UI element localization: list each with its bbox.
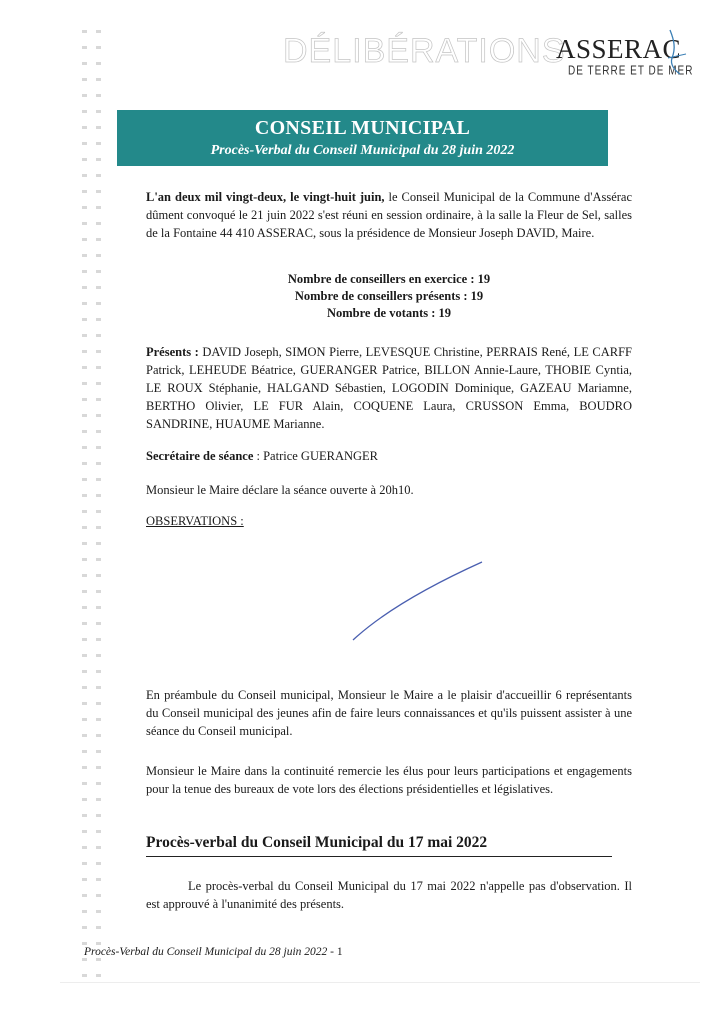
punch-mark: [96, 238, 101, 241]
punch-mark: [96, 398, 101, 401]
punch-mark: [82, 494, 87, 497]
punch-mark: [96, 190, 101, 193]
punch-mark: [82, 446, 87, 449]
punch-mark: [82, 94, 87, 97]
secretary-value: : Patrice GUERANGER: [253, 449, 379, 463]
preamble-paragraph: En préambule du Conseil municipal, Monsieur le Maire a le plaisir d'accueillir 6 représentants du Conseil municipal des jeunes afin de faire leurs connaissances et qu'ils puissent assister à une séance du Conseil municipal.: [146, 688, 632, 738]
punch-mark: [82, 270, 87, 273]
punch-mark: [96, 382, 101, 385]
punch-mark: [82, 286, 87, 289]
punch-mark: [96, 718, 101, 721]
punch-mark: [96, 142, 101, 145]
punch-mark: [96, 846, 101, 849]
punch-mark: [96, 590, 101, 593]
punch-mark: [82, 894, 87, 897]
punch-mark: [82, 638, 87, 641]
punch-mark: [82, 174, 87, 177]
punch-mark: [96, 942, 101, 945]
punch-mark: [82, 414, 87, 417]
punch-mark: [82, 46, 87, 49]
punch-mark: [96, 430, 101, 433]
council-banner: [117, 110, 608, 166]
punch-mark: [96, 830, 101, 833]
punch-mark: [96, 494, 101, 497]
punch-mark: [82, 878, 87, 881]
punch-mark: [82, 158, 87, 161]
punch-mark: [82, 110, 87, 113]
punch-mark: [82, 654, 87, 657]
observations-heading: [146, 512, 632, 530]
punch-mark: [82, 702, 87, 705]
asserac-logo-mark-icon: [664, 28, 694, 78]
punch-mark: [96, 254, 101, 257]
punch-mark: [82, 622, 87, 625]
punch-mark: [82, 974, 87, 977]
banner-title: CONSEIL MUNICIPAL: [254, 117, 471, 139]
punch-mark: [82, 798, 87, 801]
punch-mark: [82, 846, 87, 849]
punch-mark: [96, 734, 101, 737]
presents-paragraph: [146, 343, 632, 433]
punch-mark: [96, 670, 101, 673]
punch-mark: [82, 766, 87, 769]
punch-mark: [82, 718, 87, 721]
secretary-line: [146, 447, 632, 465]
punch-mark: [82, 958, 87, 961]
punch-mark: [96, 574, 101, 577]
punch-mark: [96, 318, 101, 321]
punch-mark: [82, 254, 87, 257]
deliberations-watermark: DÉLIBÉRATIONS: [283, 32, 566, 70]
punch-mark: [96, 766, 101, 769]
punch-mark: [96, 798, 101, 801]
punch-mark: [96, 814, 101, 817]
footer-text: Procès-Verbal du Conseil Municipal du 28 juin 2022 -: [84, 946, 334, 958]
punch-mark: [82, 366, 87, 369]
punch-mark: [96, 958, 101, 961]
punch-mark: [96, 110, 101, 113]
count-line-votants: Nombre de votants : 19: [326, 306, 452, 320]
punch-mark: [82, 350, 87, 353]
observations-label: OBSERVATIONS :: [146, 514, 244, 528]
initials-signature: [350, 560, 490, 645]
punch-mark: [96, 302, 101, 305]
punch-mark: [96, 62, 101, 65]
punch-mark: [96, 478, 101, 481]
punch-mark: [96, 702, 101, 705]
punch-mark: [82, 398, 87, 401]
punch-mark: [82, 526, 87, 529]
punch-mark: [82, 222, 87, 225]
punch-mark: [96, 206, 101, 209]
punch-mark: [96, 174, 101, 177]
punch-mark: [96, 686, 101, 689]
section-title-pv-17-mai: Procès-verbal du Conseil Municipal du 17 mai 2022: [146, 834, 612, 857]
punch-mark: [82, 238, 87, 241]
punch-mark: [82, 126, 87, 129]
punch-mark: [82, 862, 87, 865]
punch-mark: [96, 270, 101, 273]
punch-mark: [96, 782, 101, 785]
punch-mark: [82, 926, 87, 929]
presents-label: Présents :: [146, 345, 199, 359]
punch-mark: [82, 78, 87, 81]
asserac-logo-tagline: DE TERRE ET DE MER: [568, 64, 694, 79]
punch-mark: [96, 862, 101, 865]
punch-mark: [96, 78, 101, 81]
intro-text: le Conseil Municipal de la Commune d'Assérac dûment convoqué le 21 juin 2022 s'est réuni en session ordinaire, à la salle la Fleur de Sel, salles de la Fontaine 44 410 ASSERAC, sous la présidence de Monsieur Joseph DAVID, Maire.: [146, 190, 633, 240]
punch-mark: [96, 510, 101, 513]
punch-mark: [82, 318, 87, 321]
punch-mark: [82, 606, 87, 609]
punch-mark: [82, 62, 87, 65]
punch-mark: [82, 542, 87, 545]
punch-mark: [82, 574, 87, 577]
punch-mark: [96, 94, 101, 97]
punch-mark: [82, 190, 87, 193]
punch-mark: [96, 606, 101, 609]
punch-mark: [96, 46, 101, 49]
punch-mark: [82, 942, 87, 945]
count-line-exercice: Nombre de conseillers en exercice : 19: [287, 272, 491, 286]
punch-mark: [82, 686, 87, 689]
punch-mark: [82, 670, 87, 673]
punch-mark: [96, 462, 101, 465]
punch-mark: [96, 526, 101, 529]
punch-mark: [82, 462, 87, 465]
punch-mark: [82, 478, 87, 481]
punch-mark: [96, 366, 101, 369]
punch-mark: [96, 654, 101, 657]
punch-mark: [96, 878, 101, 881]
asserac-logo-name: ASSERAC: [556, 34, 682, 64]
punch-mark: [96, 542, 101, 545]
punch-mark: [82, 430, 87, 433]
punch-mark: [82, 334, 87, 337]
punch-mark: [82, 590, 87, 593]
punch-mark: [82, 302, 87, 305]
page-number: 1: [336, 946, 343, 958]
punch-mark: [96, 222, 101, 225]
punch-mark: [82, 782, 87, 785]
thanks-paragraph: Monsieur le Maire dans la continuité remercie les élus pour leurs participations et engagements pour la tenue des bureaux de vote lors des élections présidentielles et législatives.: [146, 764, 632, 796]
punch-mark: [82, 910, 87, 913]
punch-mark: [82, 558, 87, 561]
margin-punch-marks: [82, 30, 112, 990]
punch-mark: [96, 414, 101, 417]
punch-mark: [96, 126, 101, 129]
punch-mark: [96, 558, 101, 561]
punch-mark: [96, 286, 101, 289]
scan-artifact-line: [60, 982, 700, 983]
punch-mark: [96, 750, 101, 753]
punch-mark: [82, 510, 87, 513]
punch-mark: [82, 142, 87, 145]
punch-mark: [96, 638, 101, 641]
punch-mark: [96, 926, 101, 929]
intro-bold-lead: L'an deux mil vingt-deux, le vingt-huit juin,: [146, 190, 385, 204]
punch-mark: [82, 206, 87, 209]
section-body: Le procès-verbal du Conseil Municipal du 17 mai 2022 n'appelle pas d'observation. Il est approuvé à l'unanimité des présents.: [146, 879, 632, 911]
punch-mark: [82, 750, 87, 753]
punch-mark: [96, 334, 101, 337]
punch-mark: [96, 910, 101, 913]
punch-mark: [96, 894, 101, 897]
count-line-presents: Nombre de conseillers présents : 19: [294, 289, 484, 303]
banner-subtitle: Procès-Verbal du Conseil Municipal du 28 juin 2022: [210, 143, 515, 158]
secretary-label: Secrétaire de séance: [146, 449, 254, 463]
punch-mark: [82, 814, 87, 817]
punch-mark: [96, 30, 101, 33]
punch-mark: [82, 30, 87, 33]
punch-mark: [96, 622, 101, 625]
punch-mark: [96, 350, 101, 353]
punch-mark: [82, 830, 87, 833]
punch-mark: [82, 382, 87, 385]
punch-mark: [96, 158, 101, 161]
presents-names: DAVID Joseph, SIMON Pierre, LEVESQUE Christine, PERRAIS René, LE CARFF Patrick, LEHEUDE Béatrice, GUERANGER Patrice, BILLON Annie-Laure, THOBIE Cyntia, LE ROUX Stéphanie, HALGAND Sébastien, LOGODIN Dominique, GAZEAU Mariamne, BERTHO Olivier, LE FUR Alain, COQUENE Laura, CRUSSON Emma, BOUDRO SANDRINE, HUAUME Marianne.: [146, 345, 632, 431]
punch-mark: [82, 734, 87, 737]
opening-line: Monsieur le Maire déclare la séance ouverte à 20h10.: [146, 483, 414, 497]
counts-block: [146, 271, 632, 322]
punch-mark: [96, 974, 101, 977]
intro-paragraph: [146, 188, 632, 242]
page-footer: [84, 946, 343, 958]
punch-mark: [96, 446, 101, 449]
